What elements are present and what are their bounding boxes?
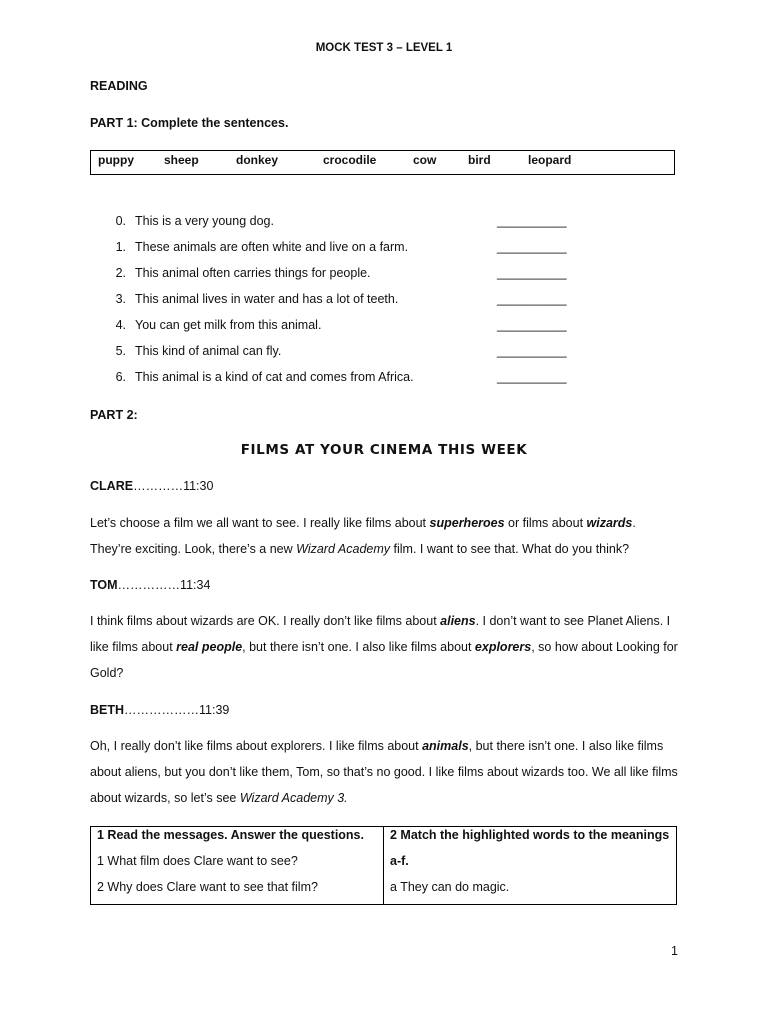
message-header-beth bbox=[90, 703, 229, 717]
answer-blank: __________ bbox=[497, 214, 567, 228]
question-table bbox=[90, 826, 677, 905]
sentence-number: 6. bbox=[115, 370, 126, 384]
sender-name: TOM bbox=[90, 578, 118, 592]
table-left-heading: 1 Read the messages. Answer the questions. bbox=[97, 828, 364, 842]
message-text: . I don’t want to see Planet Aliens. I like films about bbox=[90, 614, 671, 654]
sentence-item bbox=[110, 292, 580, 310]
word-bank-item: sheep bbox=[164, 153, 199, 167]
word-bank-box bbox=[90, 150, 675, 175]
highlighted-word: aliens bbox=[440, 614, 476, 628]
highlighted-word: superheroes bbox=[429, 516, 505, 530]
answer-blank: __________ bbox=[497, 318, 567, 332]
word-bank-item: leopard bbox=[528, 153, 572, 167]
message-text: . They’re exciting. Look, there’s a new bbox=[90, 516, 636, 556]
message-body bbox=[90, 608, 680, 686]
sentence-text: These animals are often white and live on a farm. bbox=[135, 240, 409, 254]
answer-blank: __________ bbox=[497, 344, 567, 358]
sentence-text: This animal lives in water and has a lot of teeth. bbox=[135, 292, 399, 306]
part1-heading: PART 1: Complete the sentences. bbox=[90, 116, 289, 130]
cinema-title: FILMS AT YOUR CINEMA THIS WEEK bbox=[240, 442, 528, 458]
answer-blank: __________ bbox=[497, 292, 567, 306]
message-text: , but there isn’t one. I also like films about bbox=[242, 640, 475, 654]
sentence-item bbox=[110, 344, 580, 362]
sentence-text: You can get milk from this animal. bbox=[135, 318, 322, 332]
word-bank-item: puppy bbox=[98, 153, 134, 167]
message-text: Oh, I really don’t like films about explorers. I like films about bbox=[90, 739, 423, 753]
timestamp: 11:30 bbox=[183, 479, 214, 493]
table-right-meaning: a They can do magic. bbox=[390, 880, 510, 894]
sentence-text: This kind of animal can fly. bbox=[135, 344, 282, 358]
sentence-number: 0. bbox=[115, 214, 126, 228]
sender-name: CLARE bbox=[90, 479, 134, 493]
page-number: 1 bbox=[671, 944, 678, 958]
sentence-text: This is a very young dog. bbox=[135, 214, 274, 228]
word-bank-item: crocodile bbox=[323, 153, 377, 167]
sentence-number: 2. bbox=[115, 266, 126, 280]
sentence-number: 4. bbox=[115, 318, 126, 332]
reading-heading: READING bbox=[90, 79, 148, 93]
message-header-tom bbox=[90, 578, 210, 592]
word-bank-item: donkey bbox=[236, 153, 279, 167]
timestamp: 11:39 bbox=[199, 703, 230, 717]
sentence-number: 1. bbox=[115, 240, 126, 254]
part2-heading: PART 2: bbox=[90, 408, 138, 422]
word-bank-item: cow bbox=[413, 153, 437, 167]
sentence-text: This animal is a kind of cat and comes from Africa. bbox=[135, 370, 414, 384]
message-body bbox=[90, 733, 680, 811]
sentence-item bbox=[110, 266, 580, 284]
dots: ……………… bbox=[124, 703, 200, 717]
word-bank-item: bird bbox=[468, 153, 491, 167]
table-divider bbox=[383, 827, 384, 904]
message-body bbox=[90, 510, 680, 562]
timestamp: 11:34 bbox=[180, 578, 211, 592]
sentence-number: 3. bbox=[115, 292, 126, 306]
message-text: , but there isn’t one. I also like films about aliens, but you don’t like them, Tom, so that’s no good. I like films about wizards too. We all like films about wizards, so let’s see bbox=[90, 739, 678, 805]
answer-blank: __________ bbox=[497, 370, 567, 384]
page-title: MOCK TEST 3 – LEVEL 1 bbox=[315, 42, 453, 54]
table-right-heading: 2 Match the highlighted words to the meanings bbox=[390, 828, 670, 842]
sentence-text: This animal often carries things for people. bbox=[135, 266, 371, 280]
highlighted-word: explorers bbox=[474, 640, 532, 654]
highlighted-word: real people bbox=[176, 640, 243, 654]
answer-blank: __________ bbox=[497, 266, 567, 280]
highlighted-word: animals bbox=[422, 739, 469, 753]
message-text: or films about bbox=[504, 516, 587, 530]
message-text: Let’s choose a film we all want to see. I really like films about bbox=[90, 516, 430, 530]
message-header-clare bbox=[90, 479, 213, 493]
table-right-heading-cont: a-f. bbox=[390, 854, 409, 868]
table-left-question: 2 Why does Clare want to see that film? bbox=[97, 880, 318, 894]
dots: ………… bbox=[133, 479, 184, 493]
highlighted-word: Wizard Academy 3. bbox=[239, 791, 348, 805]
dots: …………… bbox=[117, 578, 181, 592]
sentence-item bbox=[110, 240, 580, 258]
message-text: I think films about wizards are OK. I really don’t like films about bbox=[90, 614, 441, 628]
highlighted-word: wizards bbox=[586, 516, 633, 530]
sender-name: BETH bbox=[90, 703, 125, 717]
message-text: , so how about Looking for Gold? bbox=[90, 640, 678, 680]
message-text: film. I want to see that. What do you think? bbox=[390, 542, 630, 556]
answer-blank: __________ bbox=[497, 240, 567, 254]
sentence-item bbox=[110, 318, 580, 336]
sentence-item bbox=[110, 214, 580, 232]
table-left-question: 1 What film does Clare want to see? bbox=[97, 854, 298, 868]
highlighted-word: Wizard Academy bbox=[296, 542, 391, 556]
sentence-item bbox=[110, 370, 580, 388]
sentence-number: 5. bbox=[115, 344, 126, 358]
